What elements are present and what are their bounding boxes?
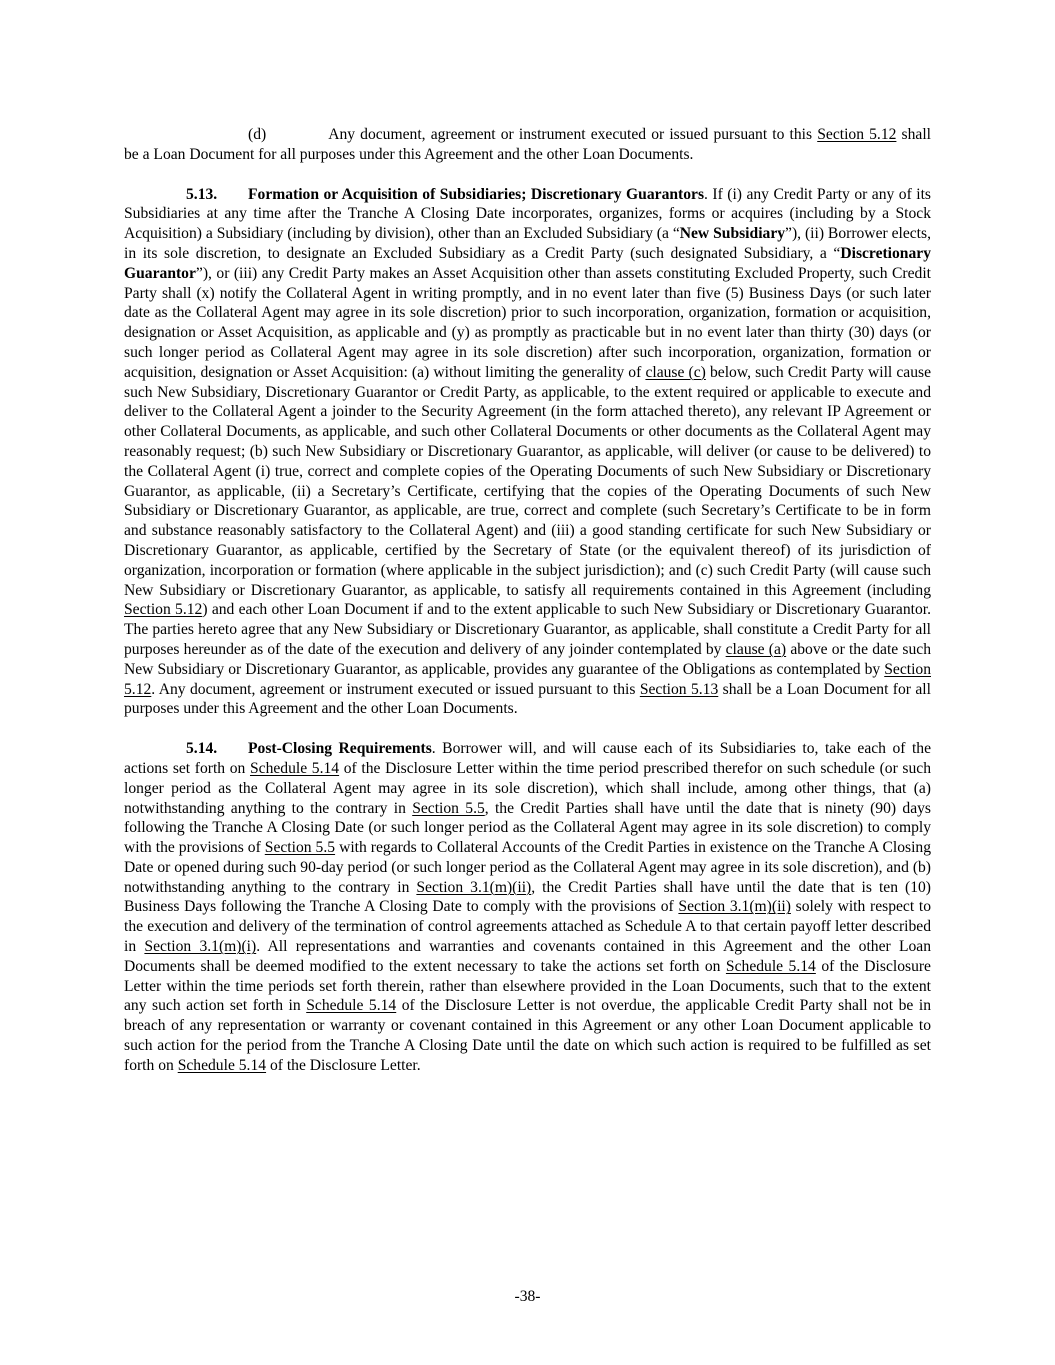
page-body	[124, 125, 931, 1076]
paragraph-d	[124, 125, 931, 165]
section-text: ) and each other Loan Document if and to the extent applicable to such New Subsidiary or Discretionary Guarantor. The parties hereto agree that any New Subsidiary or Discretionary Guarantor, as applicable, shall constitute a Credit Party for all purposes hereunder as of the date of the execution and delivery of any joinder contemplated by	[124, 601, 931, 658]
cross-reference-link: Section 5.5	[264, 839, 336, 857]
section-5-13	[124, 185, 931, 720]
cross-reference-link: Section 3.1(m)(ii)	[678, 898, 791, 916]
section-text: of the Disclosure Letter within the time period prescribed therefor on such schedule (or such longer period as the Collateral Agent may agree in its sole discretion), which shall include, among other things, that (a) notwithstanding anything to the contrary in	[124, 759, 931, 817]
section-5-14	[124, 739, 931, 1076]
section-text: . Any document, agreement or instrument executed or issued pursuant to this	[151, 680, 640, 698]
cross-reference-link: Section 5.13	[639, 680, 719, 698]
cross-reference-link: clause (a)	[725, 640, 787, 658]
section-text: . Borrower will, and will cause each of its Subsidiaries to, take each of the actions set forth on	[124, 740, 931, 777]
paragraph-d-label: (d)	[248, 126, 267, 143]
section-text: of the Disclosure Letter within the time periods set forth therein, rather than elsewhere provided in the Loan Documents, such that to the extent any such action set forth in	[124, 957, 931, 1015]
section-text: ”), or (iii) any Credit Party makes an Asset Acquisition other than assets constituting Excluded Property, such Credit Party shall (x) notify the Collateral Agent in writing promptly, and in no event later than five (5) Business Days (or such later date as the Collateral Agent may agree in its sole discretion) prior to such incorporation, organization, formation or acquisition, designation or Asset Acquisition, as applicable and (y) as promptly as practicable but in no event later than thirty (30) days (or such longer period as Collateral Agent may agree in its sole discretion) after such incorporation, organization, formation or acquisition, designation or Asset Acquisition: (a) without limiting the generality of	[124, 264, 931, 381]
cross-reference-link: Section 5.5	[412, 799, 485, 817]
cross-reference-link: Section 3.1(m)(i)	[144, 938, 257, 956]
section-text: of the Disclosure Letter.	[266, 1056, 421, 1074]
section-text: ”), (ii) Borrower elects, in its sole discretion, to designate an Excluded Subsidiary as a Credit Party (such designated Subsidiary, a “	[124, 225, 931, 262]
section-text: . All representations and warranties and covenants contained in this Agreement and the other Loan Documents shall be deemed modified to the extent necessary to take the actions set forth on	[124, 938, 932, 975]
paragraph-d-text-end: shall be a Loan Document for all purposes under this Agreement and the other Loan Documents.	[124, 126, 932, 163]
section-text: . If (i) any Credit Party or any of its Subsidiaries at any time after the Tranche A Closing Date incorporates, organizes, forms or acquires (including by a Stock Acquisition) a Subsidiary (including by division), other than an Excluded Subsidiary (a “	[124, 185, 931, 243]
cross-reference-link: Section 5.12	[817, 126, 897, 143]
section-text: of the Disclosure Letter is not overdue, the applicable Credit Party shall not be in breach of any representation or warranty or covenant contained in this Agreement or any other Loan Document applicable to such action for the period from the Tranche A Closing Date until the date on which such action is required to be fulfilled as set forth on	[124, 997, 931, 1074]
section-text: , the Credit Parties shall have until the date that is ten (10) Business Days following the Tranche A Closing Date to comply with the provisions of	[124, 878, 931, 916]
section-heading: Post-Closing Requirements	[248, 740, 432, 758]
cross-reference-link: Section 5.12	[124, 660, 931, 698]
cross-reference-link: Schedule 5.14	[306, 997, 397, 1015]
defined-term: New Subsidiary	[679, 225, 786, 243]
section-text: below, such Credit Party will cause such New Subsidiary, Discretionary Guarantor or Credit Party, as applicable, to the extent required or applicable to execute and deliver to the Collateral Agent a joinder to the Security Agreement (in the form attached thereto), any relevant IP Agreement or other Collateral Documents, as applicable, and such other Collateral Documents or other documents as the Collateral Agent may reasonably request; (b) such New Subsidiary or Discretionary Guarantor, as applicable, will deliver (or cause to be delivered) to the Collateral Agent (i) true, correct and complete copies of the Operating Documents of such New Subsidiary or Discretionary Guarantor, as applicable, (ii) a Secretary’s Certificate, certifying that the copies of the Operating Documents of such New Subsidiary or Discretionary Guarantor, as applicable, are true, correct and complete (such Secretary’s Certificate to be in form and substance reasonably satisfactory to the Collateral Agent) and (iii) a good standing certificate for such New Subsidiary or Discretionary Guarantor, as applicable, certified by the Secretary of State (or the equivalent thereof) of its jurisdiction of organization, incorporation or formation (where applicable in the subject jurisdiction); and (c) such Credit Party (will cause such New Subsidiary or Discretionary Guarantor, as applicable, to satisfy all requirements contained in this Agreement (including	[124, 363, 931, 599]
page-number: -38-	[514, 1288, 541, 1305]
cross-reference-link: Schedule 5.14	[725, 957, 816, 975]
section-text: above or the date such New Subsidiary or Discretionary Guarantor, as applicable, provides any guarantee of the Obligations as contemplated by	[124, 640, 931, 678]
cross-reference-link: Section 5.12	[124, 601, 203, 619]
cross-reference-link: Schedule 5.14	[177, 1056, 267, 1074]
defined-term: Discretionary Guarantor	[124, 244, 931, 282]
section-text: shall be a Loan Document for all purposes under this Agreement and the other Loan Documents.	[124, 680, 931, 718]
section-text: with regards to Collateral Accounts of the Credit Parties in existence on the Tranche A Closing Date or opened during such 90-day period (or such longer period as the Collateral Agent may agree in its sole discretion), and (b) notwithstanding anything to the contrary in	[124, 839, 931, 896]
cross-reference-link: clause (c)	[645, 363, 706, 381]
section-number: 5.14.	[186, 740, 218, 758]
section-heading: Formation or Acquisition of Subsidiaries; Discretionary Guarantors	[248, 185, 705, 203]
section-number: 5.13.	[186, 185, 218, 203]
section-text: solely with respect to the execution and delivery of the termination of control agreements attached as Schedule A to that certain payoff letter described in	[124, 898, 931, 956]
cross-reference-link: Section 3.1(m)(ii)	[416, 878, 532, 896]
section-text: , the Credit Parties shall have until the date that is ninety (90) days following the Tranche A Closing Date (or such longer period as the Collateral Agent may agree in its sole discretion) to comply with the provisions of	[124, 799, 931, 857]
paragraph-d-text: Any document, agreement or instrument executed or issued pursuant to this	[328, 126, 818, 143]
cross-reference-link: Schedule 5.14	[249, 759, 340, 777]
